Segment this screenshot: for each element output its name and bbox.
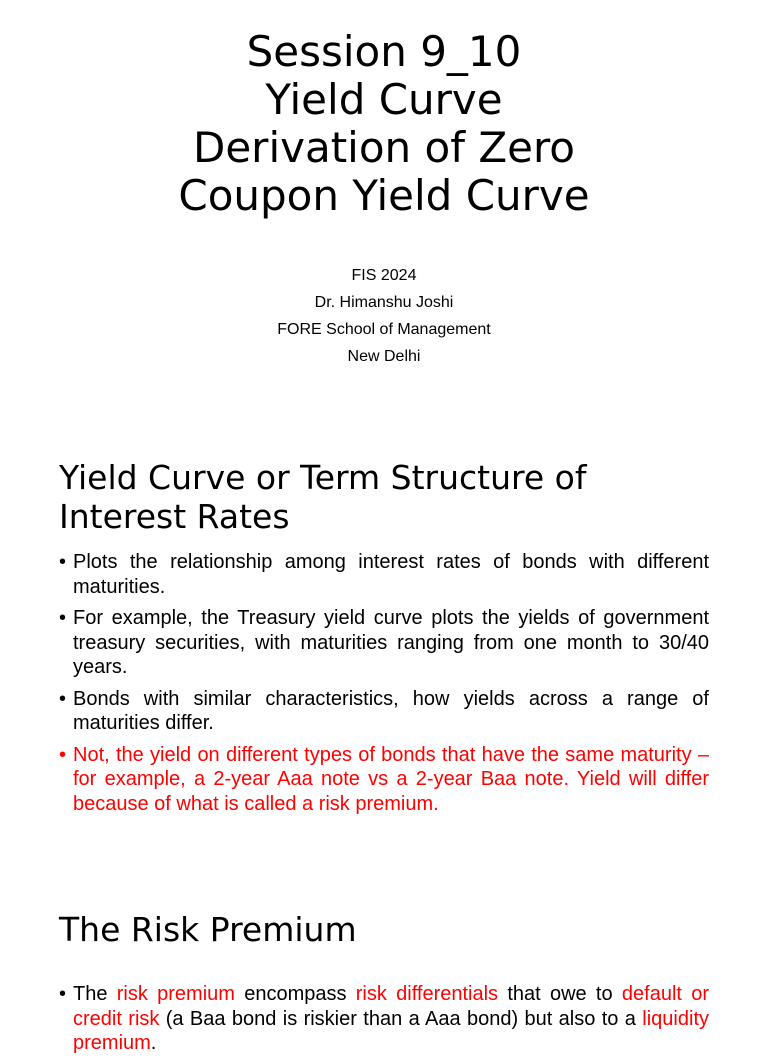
risk-premium-slide bbox=[0, 890, 768, 1054]
bullet-text: Bonds with similar characteristics, how yields across a range of maturities differ. bbox=[73, 687, 709, 734]
presenter-name: Dr. Himanshu Joshi bbox=[314, 294, 454, 311]
bullet-marker: • bbox=[59, 687, 67, 710]
title-line: Derivation of Zero bbox=[193, 123, 575, 172]
title-line: Session 9_10 bbox=[246, 27, 522, 76]
bullet-list bbox=[59, 982, 709, 1063]
bullet-item bbox=[59, 606, 709, 680]
text-run: that owe to bbox=[498, 983, 622, 1005]
slide-title bbox=[0, 28, 768, 220]
bullet-item-highlighted bbox=[59, 743, 709, 817]
text-run: . bbox=[150, 1032, 157, 1054]
heading-line: Yield Curve or Term Structure of bbox=[59, 458, 587, 497]
bullet-item bbox=[59, 982, 709, 1056]
text-run: (a Baa bond is riskier than a Aaa bond) but also to a bbox=[159, 1007, 643, 1030]
bullet-list bbox=[59, 550, 709, 823]
bullet-marker: • bbox=[59, 607, 67, 629]
bullet-text: Plots the relationship among interest rates of bonds with different maturities. bbox=[73, 551, 709, 598]
highlighted-term: risk differentials bbox=[355, 983, 499, 1005]
location: New Delhi bbox=[347, 348, 421, 365]
yield-curve-slide bbox=[0, 420, 768, 890]
slide-heading: The Risk Premium bbox=[59, 910, 357, 949]
slide-subtitle bbox=[0, 262, 768, 370]
highlighted-term: default or credit risk bbox=[73, 983, 709, 1030]
bullet-marker: • bbox=[59, 983, 67, 1005]
bullet-text: For example, the Treasury yield curve plots the yields of government treasury securities, with maturities ranging from one month to 30/40 years. bbox=[73, 607, 709, 678]
institution-name: FORE School of Management bbox=[277, 321, 491, 338]
bullet-marker: • bbox=[59, 551, 67, 573]
heading-line: Interest Rates bbox=[59, 497, 290, 536]
title-line: Coupon Yield Curve bbox=[178, 171, 590, 220]
course-code: FIS 2024 bbox=[351, 267, 417, 284]
title-slide bbox=[0, 0, 768, 420]
bullet-item bbox=[59, 687, 709, 736]
title-line: Yield Curve bbox=[265, 75, 503, 124]
bullet-marker: • bbox=[59, 743, 67, 766]
highlighted-term: risk premium bbox=[116, 983, 235, 1005]
bullet-text bbox=[73, 983, 709, 1054]
text-run: encompass bbox=[234, 983, 356, 1005]
highlighted-term: liquidity premium bbox=[73, 1007, 709, 1054]
bullet-item bbox=[59, 550, 709, 599]
text-run: The bbox=[73, 983, 117, 1005]
bullet-text: Not, the yield on different types of bonds that have the same maturity – for example, a 2-year Aaa note vs a 2-year Baa note. Yield will differ because of what is called a risk premium. bbox=[73, 743, 709, 815]
slide-heading bbox=[59, 458, 739, 536]
